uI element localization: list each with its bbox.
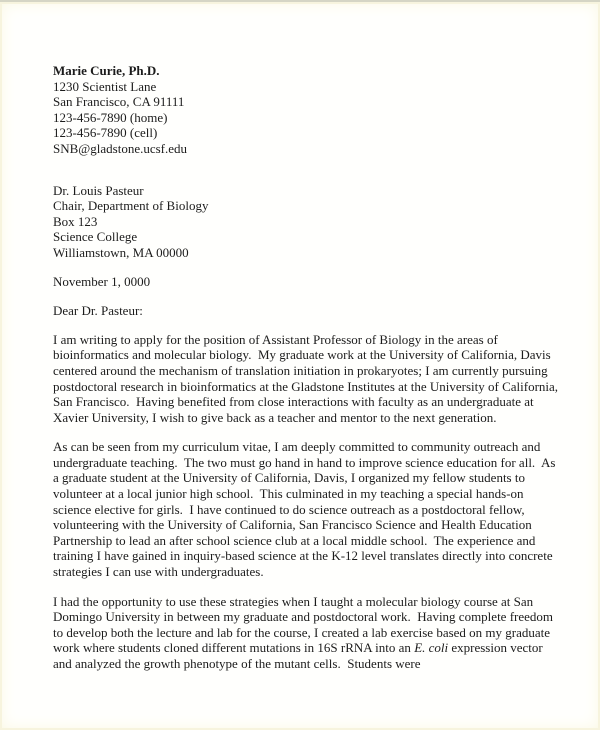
- salutation: Dear Dr. Pasteur:: [53, 303, 143, 319]
- sender-email: SNB@gladstone.ucsf.edu: [53, 140, 188, 156]
- species-name-italic: E. coli: [414, 640, 449, 656]
- recipient-address-block: [53, 183, 562, 261]
- letter-date: November 1, 0000: [53, 273, 151, 289]
- paragraph-outreach: As can be seen from my curriculum vitae, I am deeply committed to community outreach and undergraduate teaching. The two must go hand in hand to improve science education for all. As a graduate student at the University of California, Davis, I organized my fellow students to volunteer at a local junior high school. This culminated in my teaching a special hands-on science elective for girls. I have continued to do science outreach as a postdoctoral fellow, volunteering with the University of California, San Francisco Science and Health Education Partnership to lead an after school science club at a local middle school. The experience and training I have gained in inquiry-based science at the K-12 level translates directly into concrete strategies I can use with undergraduates.: [53, 439, 559, 580]
- paragraph-intro: I am writing to apply for the position of Assistant Professor of Biology in the areas of bioinformatics and molecular biology. My graduate work at the University of California, Davis centered around the mechanism of translation initiation in prokaryotes; I am currently pursuing postdoctoral research in bioinformatics at the Gladstone Institutes at the University of California, San Francisco. Having benefited from close interactions with faculty as an undergraduate at Xavier University, I wish to give back as a teacher and mentor to the next generation.: [53, 331, 562, 425]
- paragraph-teaching-text: I had the opportunity to use these strategies when I taught a molecular biology course at San Domingo University in between my graduate and postdoctoral work. Having complete freedom to develop both the lecture and lab for the course, I created a lab exercise based on my graduate work where students cloned different mutations in 16S rRNA into an: [53, 593, 557, 656]
- sender-address-block: [53, 63, 562, 157]
- sender-phone-cell: 123-456-7890 (cell): [53, 125, 158, 141]
- recipient-college: Science College: [53, 229, 138, 245]
- sender-street: 1230 Scientist Lane: [53, 78, 157, 94]
- paragraph-teaching: [53, 594, 562, 672]
- recipient-city: Williamstown, MA 00000: [53, 244, 189, 260]
- sender-city: San Francisco, CA 91111: [53, 94, 185, 110]
- sender-phone-home: 123-456-7890 (home): [53, 109, 168, 125]
- recipient-title: Chair, Department of Biology: [53, 198, 209, 214]
- recipient-box: Box 123: [53, 213, 98, 229]
- recipient-name: Dr. Louis Pasteur: [53, 182, 144, 198]
- paragraph-teaching-text-continued: expression vector and analyzed the growth phenotype of the mutant cells. Students were: [53, 640, 546, 671]
- sender-name: Marie Curie, Ph.D.: [53, 63, 160, 78]
- letter-body: [53, 63, 562, 672]
